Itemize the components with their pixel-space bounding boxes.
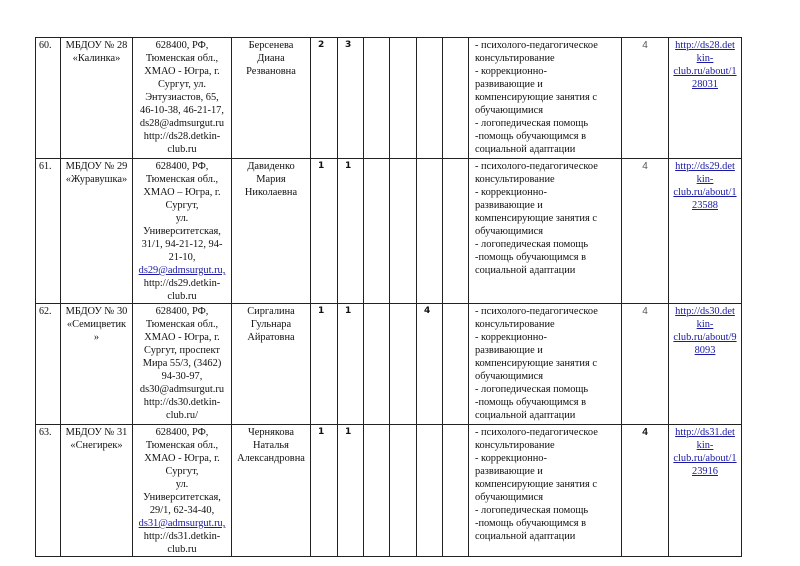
- service-line: социальной адаптации: [475, 410, 576, 421]
- address-line: Тюменская обл.,: [145, 174, 219, 185]
- service-line: обучающимися: [475, 105, 543, 116]
- website-link-line[interactable]: http://ds28.det: [675, 40, 735, 51]
- address-line: ул.: [175, 479, 189, 490]
- count-c3: [364, 304, 390, 425]
- address-line: 21-10,: [168, 252, 196, 263]
- website-link-line[interactable]: kin-: [696, 440, 714, 451]
- website-link[interactable]: [672, 39, 738, 91]
- institution-name: [61, 159, 133, 304]
- services-cell: [469, 159, 622, 304]
- address-line: Мира 55/3, (3462): [142, 358, 222, 369]
- count-c1: 2: [311, 38, 338, 159]
- address-line: 46-10-38, 46-21-17,: [140, 105, 224, 116]
- person-name-line: Мария: [256, 174, 286, 185]
- services-count: 4: [622, 38, 669, 159]
- institution-name-line: МБДОУ № 28: [65, 40, 128, 51]
- website-link-cell: [669, 159, 742, 304]
- count-c4: [390, 38, 417, 159]
- address-line: ХМАО - Югра, г.: [144, 332, 220, 343]
- website-link-line[interactable]: 8093: [694, 345, 716, 356]
- address-line: http://ds29.detkin-: [143, 278, 221, 289]
- person-cell: [232, 304, 311, 425]
- person-name-line: Берсенева: [248, 40, 294, 51]
- services-cell: [469, 38, 622, 159]
- count-c2: 1: [338, 159, 364, 304]
- person-name-line: Александровна: [237, 453, 305, 464]
- website-link-line[interactable]: 28031: [692, 79, 718, 90]
- count-c4: [390, 304, 417, 425]
- institution-name-line: «Снегирек»: [70, 440, 123, 451]
- website-link-line[interactable]: club.ru/about/1: [673, 66, 737, 77]
- service-line: консультирование: [475, 440, 555, 451]
- address-cell: [133, 425, 232, 557]
- institution-name-line: «Калинка»: [72, 53, 121, 64]
- service-line: -помощь обучающимся в: [475, 252, 587, 263]
- service-line: - психолого-педагогическое: [475, 427, 598, 438]
- website-link-line[interactable]: http://ds31.det: [675, 427, 735, 438]
- service-line: компенсирующие занятия с: [475, 479, 597, 490]
- count-c4: [390, 159, 417, 304]
- address-line: club.ru/: [165, 410, 199, 421]
- count-c3: [364, 425, 390, 557]
- website-link-line[interactable]: kin-: [696, 53, 714, 64]
- service-line: социальной адаптации: [475, 531, 576, 542]
- table-row: [36, 38, 742, 159]
- service-line: - коррекционно-: [475, 66, 547, 77]
- service-line: - коррекционно-: [475, 187, 547, 198]
- address-line: 29/1, 62-34-40,: [149, 505, 215, 516]
- service-line: обучающимися: [475, 371, 543, 382]
- address-line: Сургут, проспект: [144, 345, 220, 356]
- website-link-line[interactable]: 23916: [692, 466, 718, 477]
- website-link-cell: [669, 38, 742, 159]
- institution-name-line: МБДОУ № 31: [65, 427, 128, 438]
- service-line: -помощь обучающимся в: [475, 131, 587, 142]
- address-line: Сургут, ул.: [158, 79, 206, 90]
- address-line: club.ru: [167, 544, 197, 555]
- institution-name: [61, 425, 133, 557]
- institution-name: [61, 38, 133, 159]
- service-line: - логопедическая помощь: [475, 239, 589, 250]
- count-c6: [443, 38, 469, 159]
- service-line: - логопедическая помощь: [475, 384, 589, 395]
- email-link[interactable]: ds29@admsurgut.ru,: [138, 265, 226, 276]
- service-line: - коррекционно-: [475, 332, 547, 343]
- service-line: - психолого-педагогическое: [475, 306, 598, 317]
- email-link[interactable]: ds31@admsurgut.ru,: [138, 518, 226, 529]
- institution-name-line: »: [93, 332, 100, 343]
- website-link-cell: [669, 304, 742, 425]
- website-link-line[interactable]: club.ru/about/1: [673, 187, 737, 198]
- count-c6: [443, 159, 469, 304]
- website-link[interactable]: [672, 160, 738, 212]
- service-line: - психолого-педагогическое: [475, 161, 598, 172]
- address-line: 94-30-97,: [161, 371, 203, 382]
- service-line: развивающие и: [475, 79, 543, 90]
- service-line: развивающие и: [475, 466, 543, 477]
- services-count: 4: [622, 159, 669, 304]
- person-name-line: Резвановна: [246, 66, 296, 77]
- address-line: Тюменская обл.,: [145, 53, 219, 64]
- row-number: 63.: [36, 425, 61, 557]
- service-line: обучающимися: [475, 492, 543, 503]
- address-line: Энтузиастов, 65,: [145, 92, 219, 103]
- services-count: 4: [622, 425, 669, 557]
- service-line: консультирование: [475, 174, 555, 185]
- address-line: Университетская,: [143, 492, 221, 503]
- service-line: обучающимися: [475, 226, 543, 237]
- count-c5: 4: [417, 304, 443, 425]
- service-line: - коррекционно-: [475, 453, 547, 464]
- row-number: 62.: [36, 304, 61, 425]
- institutions-table: [35, 37, 742, 557]
- count-c6: [443, 425, 469, 557]
- service-line: - логопедическая помощь: [475, 118, 589, 129]
- address-line: club.ru: [167, 144, 197, 155]
- row-number: 60.: [36, 38, 61, 159]
- website-link-line[interactable]: http://ds30.det: [675, 306, 735, 317]
- address-line: 628400, РФ,: [155, 306, 209, 317]
- institution-name-line: «Журавушка»: [65, 174, 128, 185]
- address-cell: [133, 159, 232, 304]
- website-link[interactable]: [672, 305, 738, 357]
- address-line: ds30@admsurgut.ru: [139, 384, 225, 395]
- count-c1: 1: [311, 304, 338, 425]
- address-line: ХМАО - Югра, г.: [144, 66, 220, 77]
- count-c1: 1: [311, 425, 338, 557]
- count-c2: 1: [338, 425, 364, 557]
- count-c6: [443, 304, 469, 425]
- address-cell: [133, 304, 232, 425]
- service-line: социальной адаптации: [475, 265, 576, 276]
- address-line: 628400, РФ,: [155, 427, 209, 438]
- count-c5: [417, 425, 443, 557]
- website-link-line[interactable]: http://ds29.det: [675, 161, 735, 172]
- website-link-line[interactable]: club.ru/about/9: [673, 332, 737, 343]
- address-line: http://ds31.detkin-: [143, 531, 221, 542]
- service-line: компенсирующие занятия с: [475, 213, 597, 224]
- address-line: Тюменская обл.,: [145, 440, 219, 451]
- website-link-line[interactable]: 23588: [692, 200, 718, 211]
- count-c2: 3: [338, 38, 364, 159]
- count-c5: [417, 159, 443, 304]
- service-line: - психолого-педагогическое: [475, 40, 598, 51]
- institution-name-line: МБДОУ № 30: [65, 306, 128, 317]
- address-line: Тюменская обл.,: [145, 319, 219, 330]
- person-cell: [232, 425, 311, 557]
- person-name-line: Гульнара: [250, 319, 292, 330]
- address-line: Сургут,: [165, 466, 199, 477]
- person-name-line: Наталья: [253, 440, 289, 451]
- services-cell: [469, 304, 622, 425]
- website-link-line[interactable]: kin-: [696, 319, 714, 330]
- person-name-line: Чернякова: [248, 427, 294, 438]
- service-line: консультирование: [475, 53, 555, 64]
- service-line: развивающие и: [475, 345, 543, 356]
- address-cell: [133, 38, 232, 159]
- person-cell: [232, 159, 311, 304]
- count-c1: 1: [311, 159, 338, 304]
- institution-name-line: МБДОУ № 29: [65, 161, 128, 172]
- service-line: -помощь обучающимся в: [475, 518, 587, 529]
- website-link-cell: [669, 425, 742, 557]
- count-c2: 1: [338, 304, 364, 425]
- address-line: http://ds30.detkin-: [143, 397, 221, 408]
- person-name-line: Диана: [257, 53, 285, 64]
- address-line: ХМАО - Югра, г.: [144, 453, 220, 464]
- address-line: ХМАО – Югра, г.: [143, 187, 221, 198]
- website-link-line[interactable]: club.ru/about/1: [673, 453, 737, 464]
- services-cell: [469, 425, 622, 557]
- count-c5: [417, 38, 443, 159]
- website-link[interactable]: [672, 426, 738, 478]
- service-line: - логопедическая помощь: [475, 505, 589, 516]
- service-line: социальной адаптации: [475, 144, 576, 155]
- table-row: [36, 304, 742, 425]
- person-name-line: Давиденко: [247, 161, 295, 172]
- count-c4: [390, 425, 417, 557]
- institution-name: [61, 304, 133, 425]
- service-line: -помощь обучающимся в: [475, 397, 587, 408]
- institution-name-line: «Семицветик: [66, 319, 127, 330]
- person-name-line: Айратовна: [247, 332, 295, 343]
- service-line: развивающие и: [475, 200, 543, 211]
- service-line: компенсирующие занятия с: [475, 358, 597, 369]
- address-line: 628400, РФ,: [155, 40, 209, 51]
- table-row: [36, 425, 742, 557]
- table-row: [36, 159, 742, 304]
- service-line: компенсирующие занятия с: [475, 92, 597, 103]
- address-line: ул.: [175, 213, 189, 224]
- address-line: http://ds28.detkin-: [143, 131, 221, 142]
- address-line: club.ru: [167, 291, 197, 302]
- person-name-line: Николаевна: [244, 187, 298, 198]
- row-number: 61.: [36, 159, 61, 304]
- address-line: 31/1, 94-21-12, 94-: [141, 239, 223, 250]
- count-c3: [364, 159, 390, 304]
- service-line: консультирование: [475, 319, 555, 330]
- services-count: 4: [622, 304, 669, 425]
- person-cell: [232, 38, 311, 159]
- address-line: ds28@admsurgut.ru: [139, 118, 225, 129]
- address-line: Сургут,: [165, 200, 199, 211]
- address-line: 628400, РФ,: [155, 161, 209, 172]
- website-link-line[interactable]: kin-: [696, 174, 714, 185]
- count-c3: [364, 38, 390, 159]
- address-line: Университетская,: [143, 226, 221, 237]
- person-name-line: Сиргалина: [247, 306, 295, 317]
